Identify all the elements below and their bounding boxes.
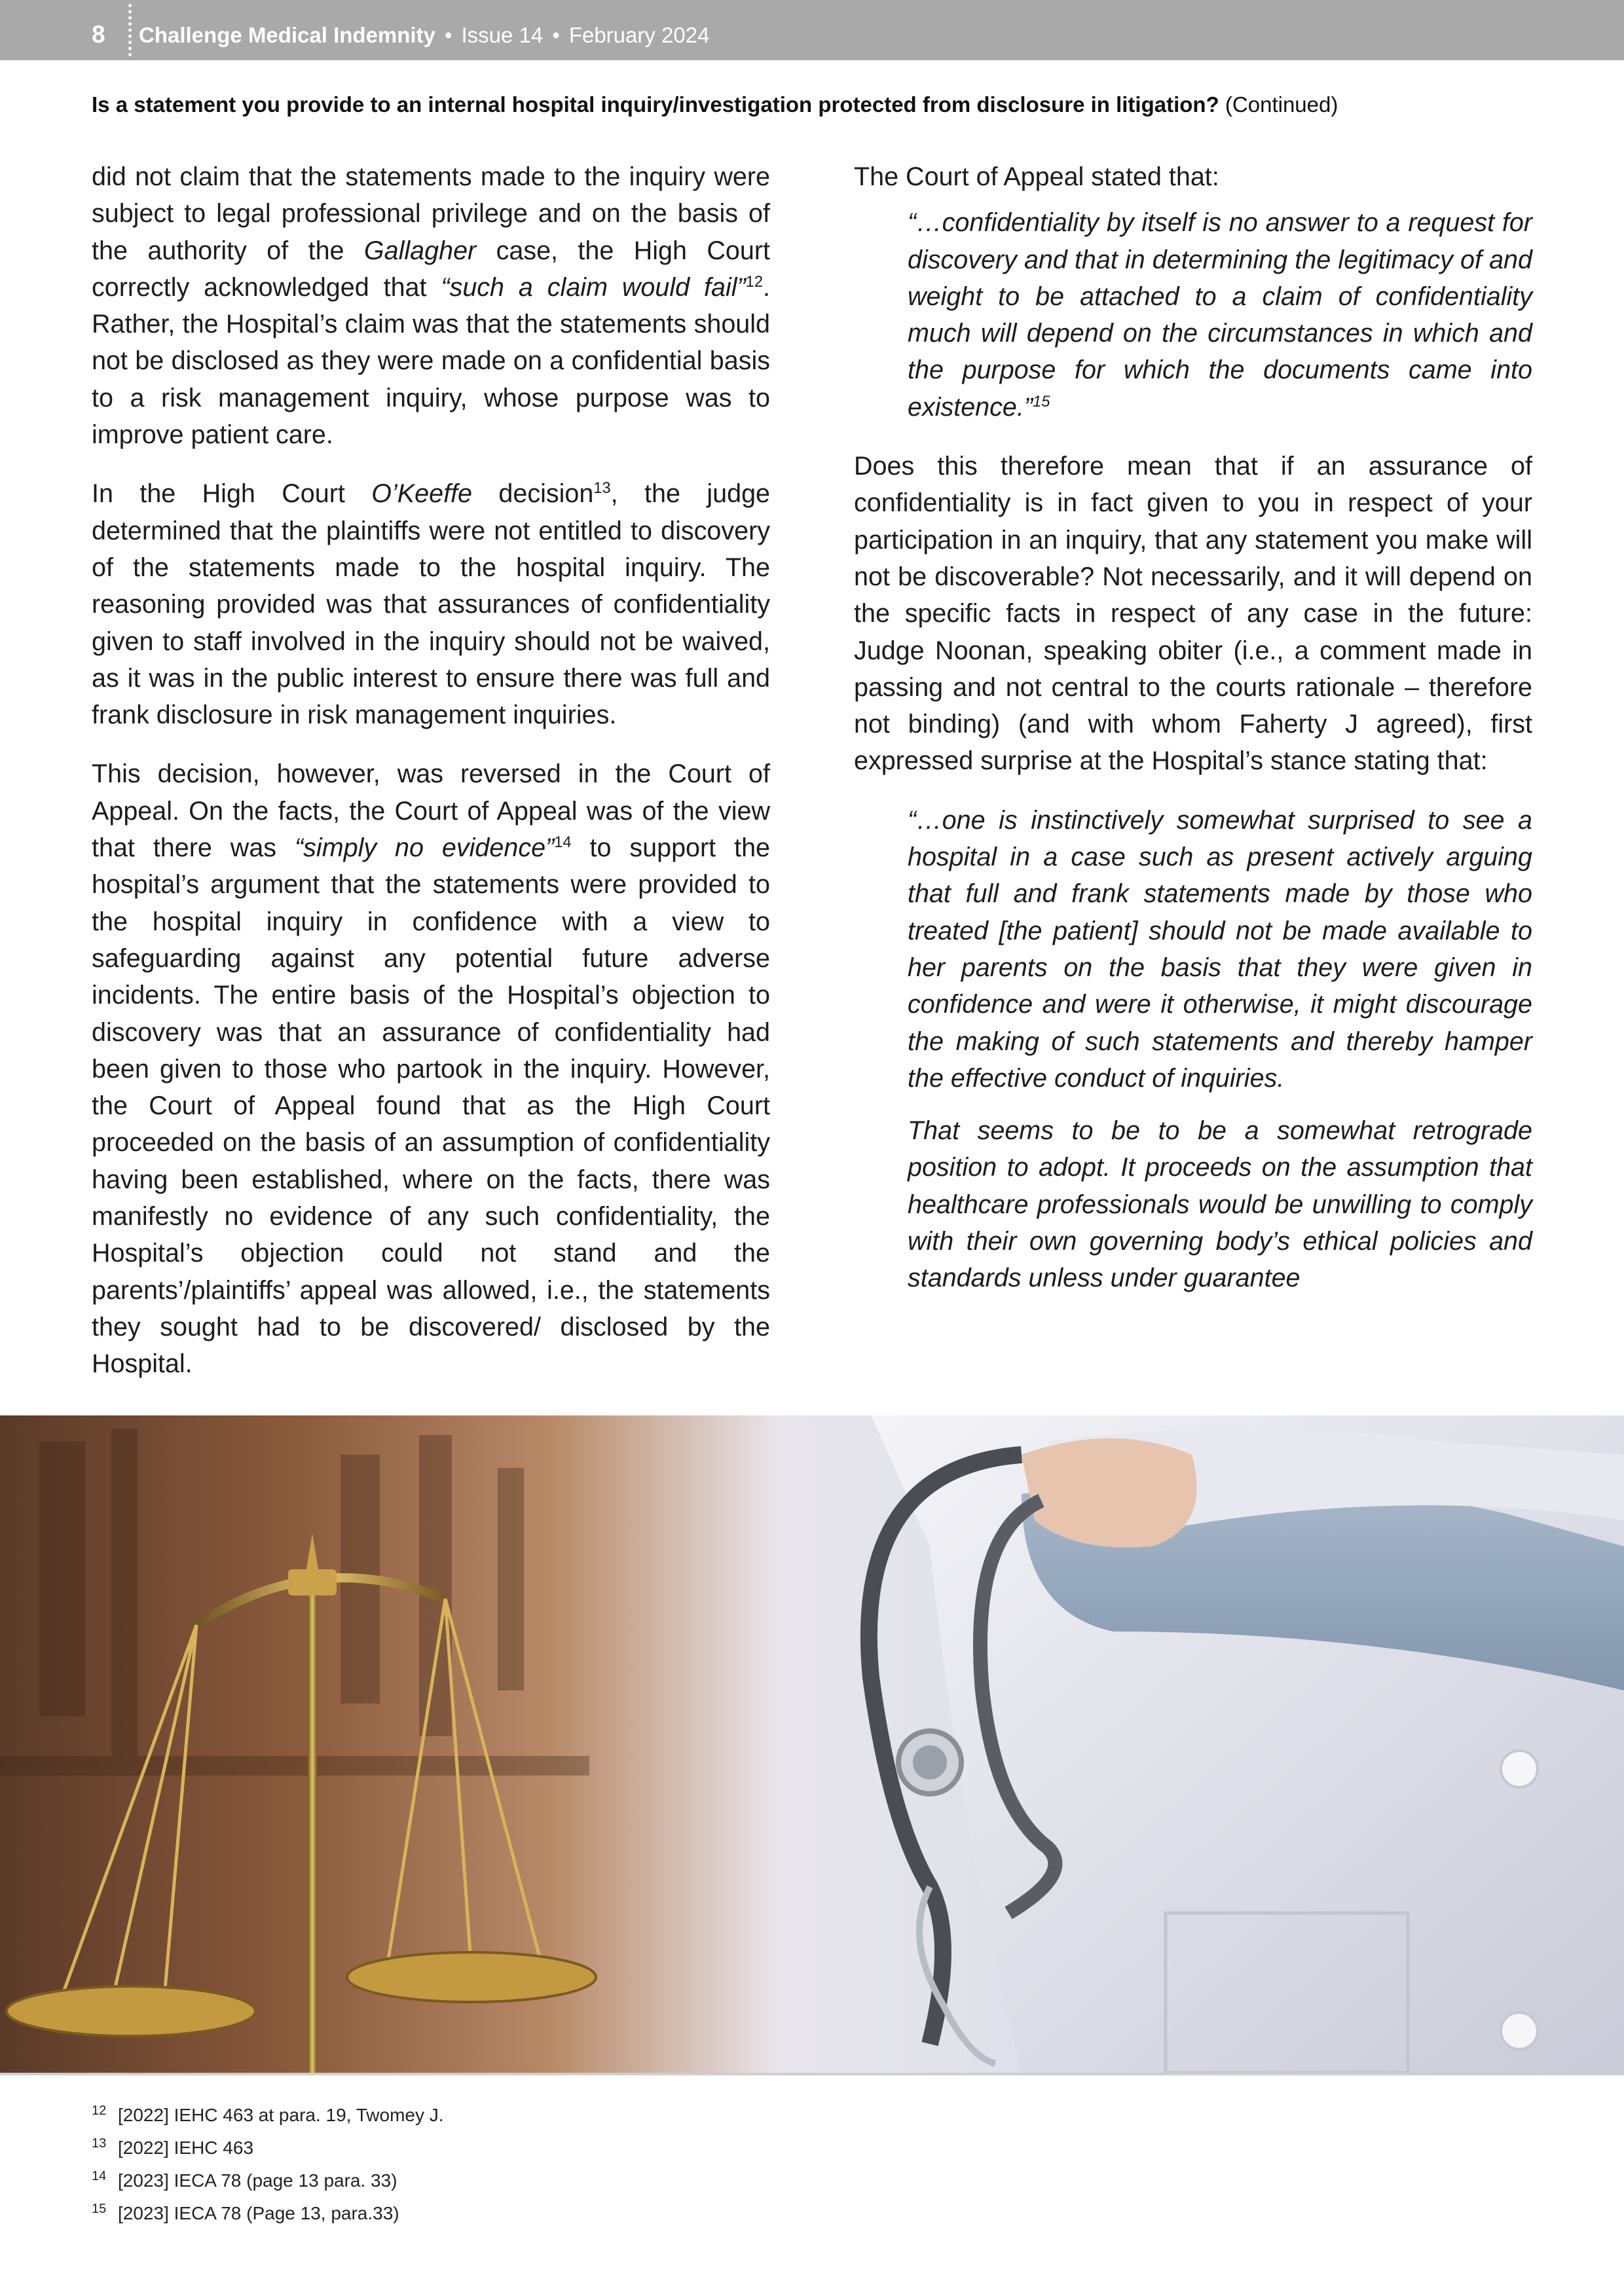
left-column bbox=[92, 158, 770, 1405]
paragraph: did not claim that the statements made to the inquiry were subject to legal professional privilege and on the basis of the authority of the Gallagher case, the High Court correctly acknowledged that “such a claim would fail”$^{12}$. Rather, the Hospital’s claim was that the statements should not be disclosed as they were made on a confidential basis to a risk management inquiry, whose purpose was to improve patient care. bbox=[92, 162, 770, 450]
header-bullet: • bbox=[552, 23, 560, 47]
block-quote: That seems to be to be a somewhat retrograde position to adopt. It proceeds on the assumption that healthcare professionals would be unwilling to comply with their own governing body’s ethical policies and standards unless under guarantee bbox=[908, 1116, 1532, 1293]
article-title bbox=[92, 92, 1559, 118]
header-divider bbox=[128, 4, 132, 56]
justice-medicine-illustration bbox=[0, 1415, 1624, 2073]
header-info bbox=[139, 24, 709, 46]
block-quote: “…one is instinctively somewhat surprised to see a hospital in a case such as present actively arguing that full and frank statements made by those who treated [the patient] should not be made available to her parents on the basis that they were given in confidence and were it otherwise, it might discourage the making of such statements and thereby hamper the effective conduct of inquiries. bbox=[908, 805, 1532, 1093]
issue-date: February 2024 bbox=[568, 23, 710, 47]
block-quote: “…confidentiality by itself is no answer to a request for discovery and that in determining the legitimacy of and weight to be attached to a claim of confidentiality much will depend on the circumstances in which and the purpose for which the documents came into existence.”$^{15}$ bbox=[908, 208, 1532, 422]
footnotes bbox=[92, 2099, 1401, 2230]
page-header bbox=[0, 0, 1624, 60]
header-bullet: • bbox=[444, 23, 452, 47]
article-title-text: Is a statement you provide to an internal hospital inquiry/investigation protected from disclosure in litigation? bbox=[92, 92, 1219, 117]
continued-label: (Continued) bbox=[1225, 92, 1338, 117]
inline-quote: “simply no evidence” bbox=[295, 833, 555, 863]
footnote-text: [2022] IEHC 463 bbox=[118, 2138, 254, 2158]
right-column bbox=[854, 158, 1532, 1297]
case-name: Gallagher bbox=[363, 236, 477, 265]
footnote-ref: 15 bbox=[1033, 393, 1050, 410]
footnote-text: [2022] IEHC 463 at para. 19, Twomey J. bbox=[118, 2105, 444, 2125]
footnote-divider bbox=[0, 2073, 1624, 2075]
paragraph: The Court of Appeal stated that: bbox=[854, 162, 1219, 191]
footnote: 14 [2023] IECA 78 (page 13 para. 33) bbox=[92, 2168, 397, 2191]
case-name: O’Keeffe bbox=[371, 479, 472, 509]
footnote: 12 [2022] IEHC 463 at para. 19, Twomey J. bbox=[92, 2103, 444, 2125]
footnote-ref: 12 bbox=[745, 273, 764, 291]
page-number: 8 bbox=[92, 21, 105, 48]
footnote: 15 [2023] IECA 78 (Page 13, para.33) bbox=[92, 2201, 399, 2223]
footnote-ref: 13 bbox=[593, 480, 611, 498]
paragraph: This decision, however, was reversed in the Court of Appeal. On the facts, the Court of Appeal was of the view that there was “simply no evidence”$^{14}$ to support the hospital’s argument that the statements were provided to the hospital inquiry in confidence with a view to safeguarding against any potential future adverse incidents. The entire basis of the Hospital’s objection to discovery was that an assurance of confidentiality had been given to those who partook in the inquiry. However, the Court of Appeal found that as the High Court proceeded on the basis of an assumption of confidentiality having been established, where on the facts, there was manifestly no evidence of any such confidentiality, the Hospital’s objection could not stand and the parents’/plaintiffs’ appeal was allowed, i.e., the statements they sought had to be discovered/ disclosed by the Hospital. bbox=[92, 759, 771, 1379]
footnote-text: [2023] IECA 78 (page 13 para. 33) bbox=[118, 2170, 397, 2191]
inline-quote: “such a claim would fail” bbox=[441, 272, 746, 302]
footnote-ref: 14 bbox=[554, 833, 572, 851]
footnote-text: [2023] IECA 78 (Page 13, para.33) bbox=[118, 2203, 399, 2223]
paragraph: In the High Court O’Keeffe decision$^{13}$, the judge determined that the plaintiffs were not entitled to discovery of the statements made to the hospital inquiry. The reasoning provided was that assurances of confidentiality given to staff involved in the inquiry should not be waived, as it was in the public interest to ensure there was full and frank disclosure in risk management inquiries. bbox=[92, 479, 771, 730]
issue-label: Issue 14 bbox=[461, 23, 544, 47]
paragraph: Does this therefore mean that if an assurance of confidentiality is in fact given to you in respect of your participation in an inquiry, that any statement you make will not be discoverable? Not necessarily, and it will depend on the specific facts in respect of any case in the future: Judge Noonan, speaking obiter (i.e., a comment made in passing and not central to the courts rationale – therefore not binding) (and with whom Faherty J agreed), first expressed surprise at the Hospital’s stance stating that: bbox=[854, 452, 1532, 776]
publication-name: Challenge Medical Indemnity bbox=[139, 23, 435, 47]
footnote: 13 [2022] IEHC 463 bbox=[92, 2136, 254, 2158]
